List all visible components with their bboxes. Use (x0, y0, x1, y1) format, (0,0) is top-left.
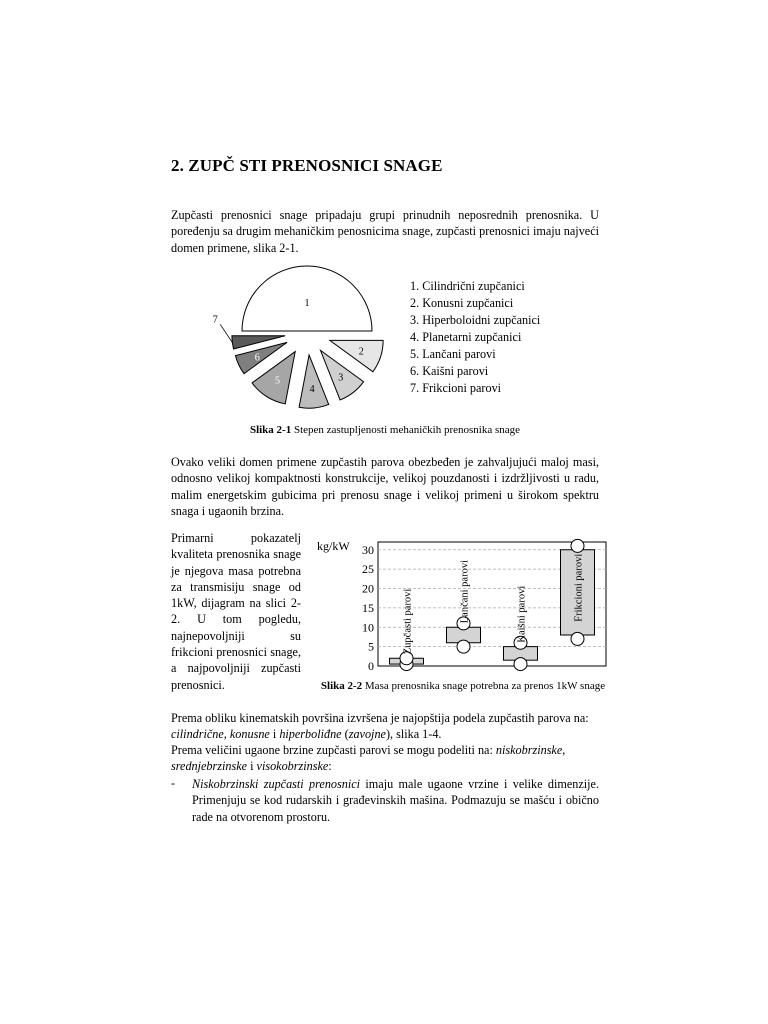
text-run: i (269, 727, 280, 742)
pie-slice-label: 6 (254, 352, 260, 364)
pie-leader-line (220, 324, 232, 342)
y-tick-label: 20 (362, 581, 374, 596)
pie-legend-item: 1. Cilindrični zupčanici (410, 279, 525, 293)
category-label: Lančani parovi (459, 559, 471, 624)
pie-slice (299, 355, 329, 408)
pie-slice-label: 2 (358, 346, 364, 358)
text-run: ( (341, 727, 349, 742)
range-marker (514, 658, 527, 671)
text-run: : (328, 759, 332, 774)
text-run: , (223, 727, 230, 742)
range-marker (457, 640, 470, 653)
figure-caption-text: Stepen zastupljenosti mehaničkih prenosnika snage (291, 424, 521, 436)
pie-legend-item: 7. Frikcioni parovi (410, 381, 502, 395)
y-tick-label: 0 (368, 659, 374, 673)
paragraph (171, 710, 599, 743)
text-run-italic: konusne (229, 727, 270, 742)
pie-legend (410, 278, 540, 397)
text-run-italic: visokobrzinske (256, 759, 329, 774)
pie-legend-item: 6. Kaišni parovi (410, 364, 489, 378)
pie-slice-label: 5 (275, 375, 281, 387)
figure-label: Slika 2-2 (320, 680, 363, 692)
y-tick-label: 25 (362, 562, 374, 577)
pie-slice-label: 1 (304, 297, 310, 309)
pie-chart (212, 270, 395, 420)
pie-legend-item: 2. Konusni zupčanici (410, 296, 514, 310)
text-run-italic: srednjebrzinske (171, 759, 248, 774)
category-label: Zupčasti parovi (402, 588, 414, 655)
y-tick-label: 5 (368, 639, 374, 654)
text-run: Prema obliku kinematskih površina izvršena je najopštija podela zupčastih parova na: (171, 711, 589, 725)
text-run: imaju male ugaone vrzine i velike dimenzije. Primenjuju se kod rudarskih i građevinskih mašina. Podmazuju se mašću i obično rade na otvorenom prostoru. (192, 777, 599, 824)
paragraph (171, 742, 599, 775)
text-run-italic: hiperboliđne (279, 727, 342, 742)
figure-caption-2 (318, 679, 608, 693)
text-run: ), slika 1-4. (385, 727, 442, 742)
mass-chart (312, 534, 612, 674)
figure-caption-text: Masa prenosnika snage potrebna za prenos 1kW snage (362, 680, 606, 692)
y-tick-label: 15 (362, 600, 374, 615)
pie-slice-label: 4 (309, 383, 315, 395)
y-tick-label: 10 (362, 620, 374, 635)
text-run-italic: cilindrične (171, 727, 224, 742)
paragraph: Ovako veliki domen primene zupčastih parova obezbeđen je zahvaljujući maloj masi, odnosno velikoj kompaktnosti konstrukcije, velikoj pouzdanosti i izdržljivosti u radu, malim energetskim gubicima pri prenosu snage i velikoj primeni u širokom spektru snaga i ugaonih brzina. (171, 455, 599, 518)
text-run-italic: zavojne (348, 727, 386, 742)
bullet-text (192, 776, 599, 825)
pie-legend-item: 5. Lančani parovi (410, 347, 496, 361)
category-label: Kaišni parovi (516, 585, 528, 643)
pie-legend-item: 4. Planetarni zupčanici (410, 330, 522, 344)
text-run-italic: Niskobrzinski zupčasti prenosnici (192, 777, 361, 791)
text-run: , (562, 743, 566, 757)
section-heading: 2. ZUPČ STI PRENOSNICI SNAGE (171, 156, 443, 175)
intro-paragraph: Zupčasti prenosnici snage pripadaju grupi prinudnih neposrednih prenosnika. U poređenju sa drugim mehaničkim penosnicima snage, zupčasti prenosnici imaju najveći domen primene, slika 2-1. (171, 208, 599, 255)
figure-label: Slika 2-1 (249, 424, 292, 436)
text-run: Prema veličini ugaone brzine zupčasti parovi se mogu podeliti na: (171, 743, 496, 757)
pie-legend-item: 3. Hiperboloidni zupčanici (410, 313, 541, 327)
category-label: Frikcioni parovi (573, 553, 585, 622)
figure-caption-1 (200, 424, 570, 436)
pie-slice-label: 7 (212, 314, 218, 326)
text-run: i (247, 759, 257, 774)
y-tick-label: 30 (362, 542, 374, 557)
text-run-italic: niskobrzinske (495, 743, 563, 757)
y-axis-label: kg/kW (317, 539, 350, 553)
pie-slice-label: 3 (338, 372, 344, 384)
range-marker (571, 632, 584, 645)
range-marker (571, 539, 584, 552)
paragraph-side: Primarni pokazatelj kvaliteta prenosnika snage je njegova masa potrebna za transmisiju snage od 1kW, dijagram na slici 2-2. U tom pogledu, najnepovoljniji su frikcioni prenosnici snage, a najpovoljniji zupčasti prenosnici. (171, 531, 301, 692)
bullet-dash: - (171, 776, 176, 790)
